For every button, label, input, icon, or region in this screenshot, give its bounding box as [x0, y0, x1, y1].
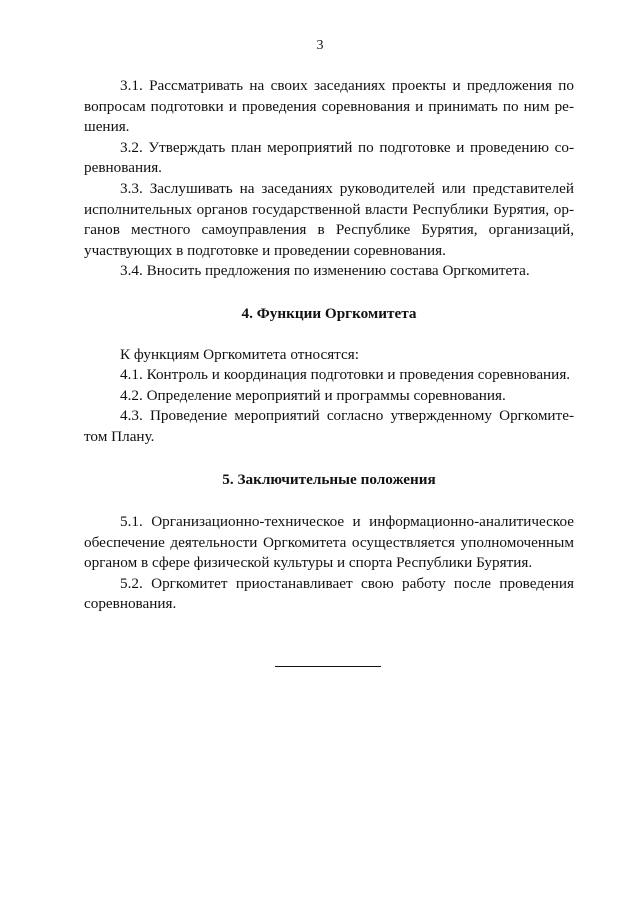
- clause-4-1: 4.1. Контроль и координация подготовки и проведения соревнования.: [120, 366, 571, 384]
- clause-3-4: 3.4. Вносить предложения по изменению состава Оргкомитета.: [120, 262, 530, 280]
- clause-4-3: 4.3. Проведение мероприятий согласно утвержденному Оргкомитетом Плану.: [84, 407, 574, 445]
- document-body: [84, 76, 574, 615]
- clause-4-2: 4.2. Определение мероприятий и программы соревнования.: [120, 386, 506, 404]
- section-4-heading: 4. Функции Оргкомитета: [241, 304, 417, 322]
- end-of-document-rule: [275, 666, 381, 667]
- clause-3-1: 3.1. Рассматривать на своих заседаниях проекты и предложения по вопросам подготовки и проведения соревнования и принимать по ним решения.: [84, 77, 574, 136]
- clause-5-1: 5.1. Организационно-техническое и информационно-аналитическое обеспечение деятельности Оргкомитета осуществляется уполномоченным органом в сфере физической культуры и спорта Республики Бурятия.: [84, 513, 574, 572]
- section-4-intro: К функциям Оргкомитета относятся:: [120, 345, 359, 363]
- clause-5-2: 5.2. Оргкомитет приостанавливает свою работу после проведения соревнования.: [84, 574, 574, 613]
- clause-3-3: 3.3. Заслушивать на заседаниях руководителей или представителей исполнительных органов государственной власти Республики Бурятия, органов местного самоуправления в Республике Бурятия, организаций, участвующих в подготовке и проведении соревнования.: [84, 179, 574, 259]
- clause-3-2: 3.2. Утверждать план мероприятий по подготовке и проведению соревнования.: [84, 138, 574, 177]
- section-5-heading: 5. Заключительные положения: [222, 470, 436, 488]
- page-number: 3: [316, 38, 324, 53]
